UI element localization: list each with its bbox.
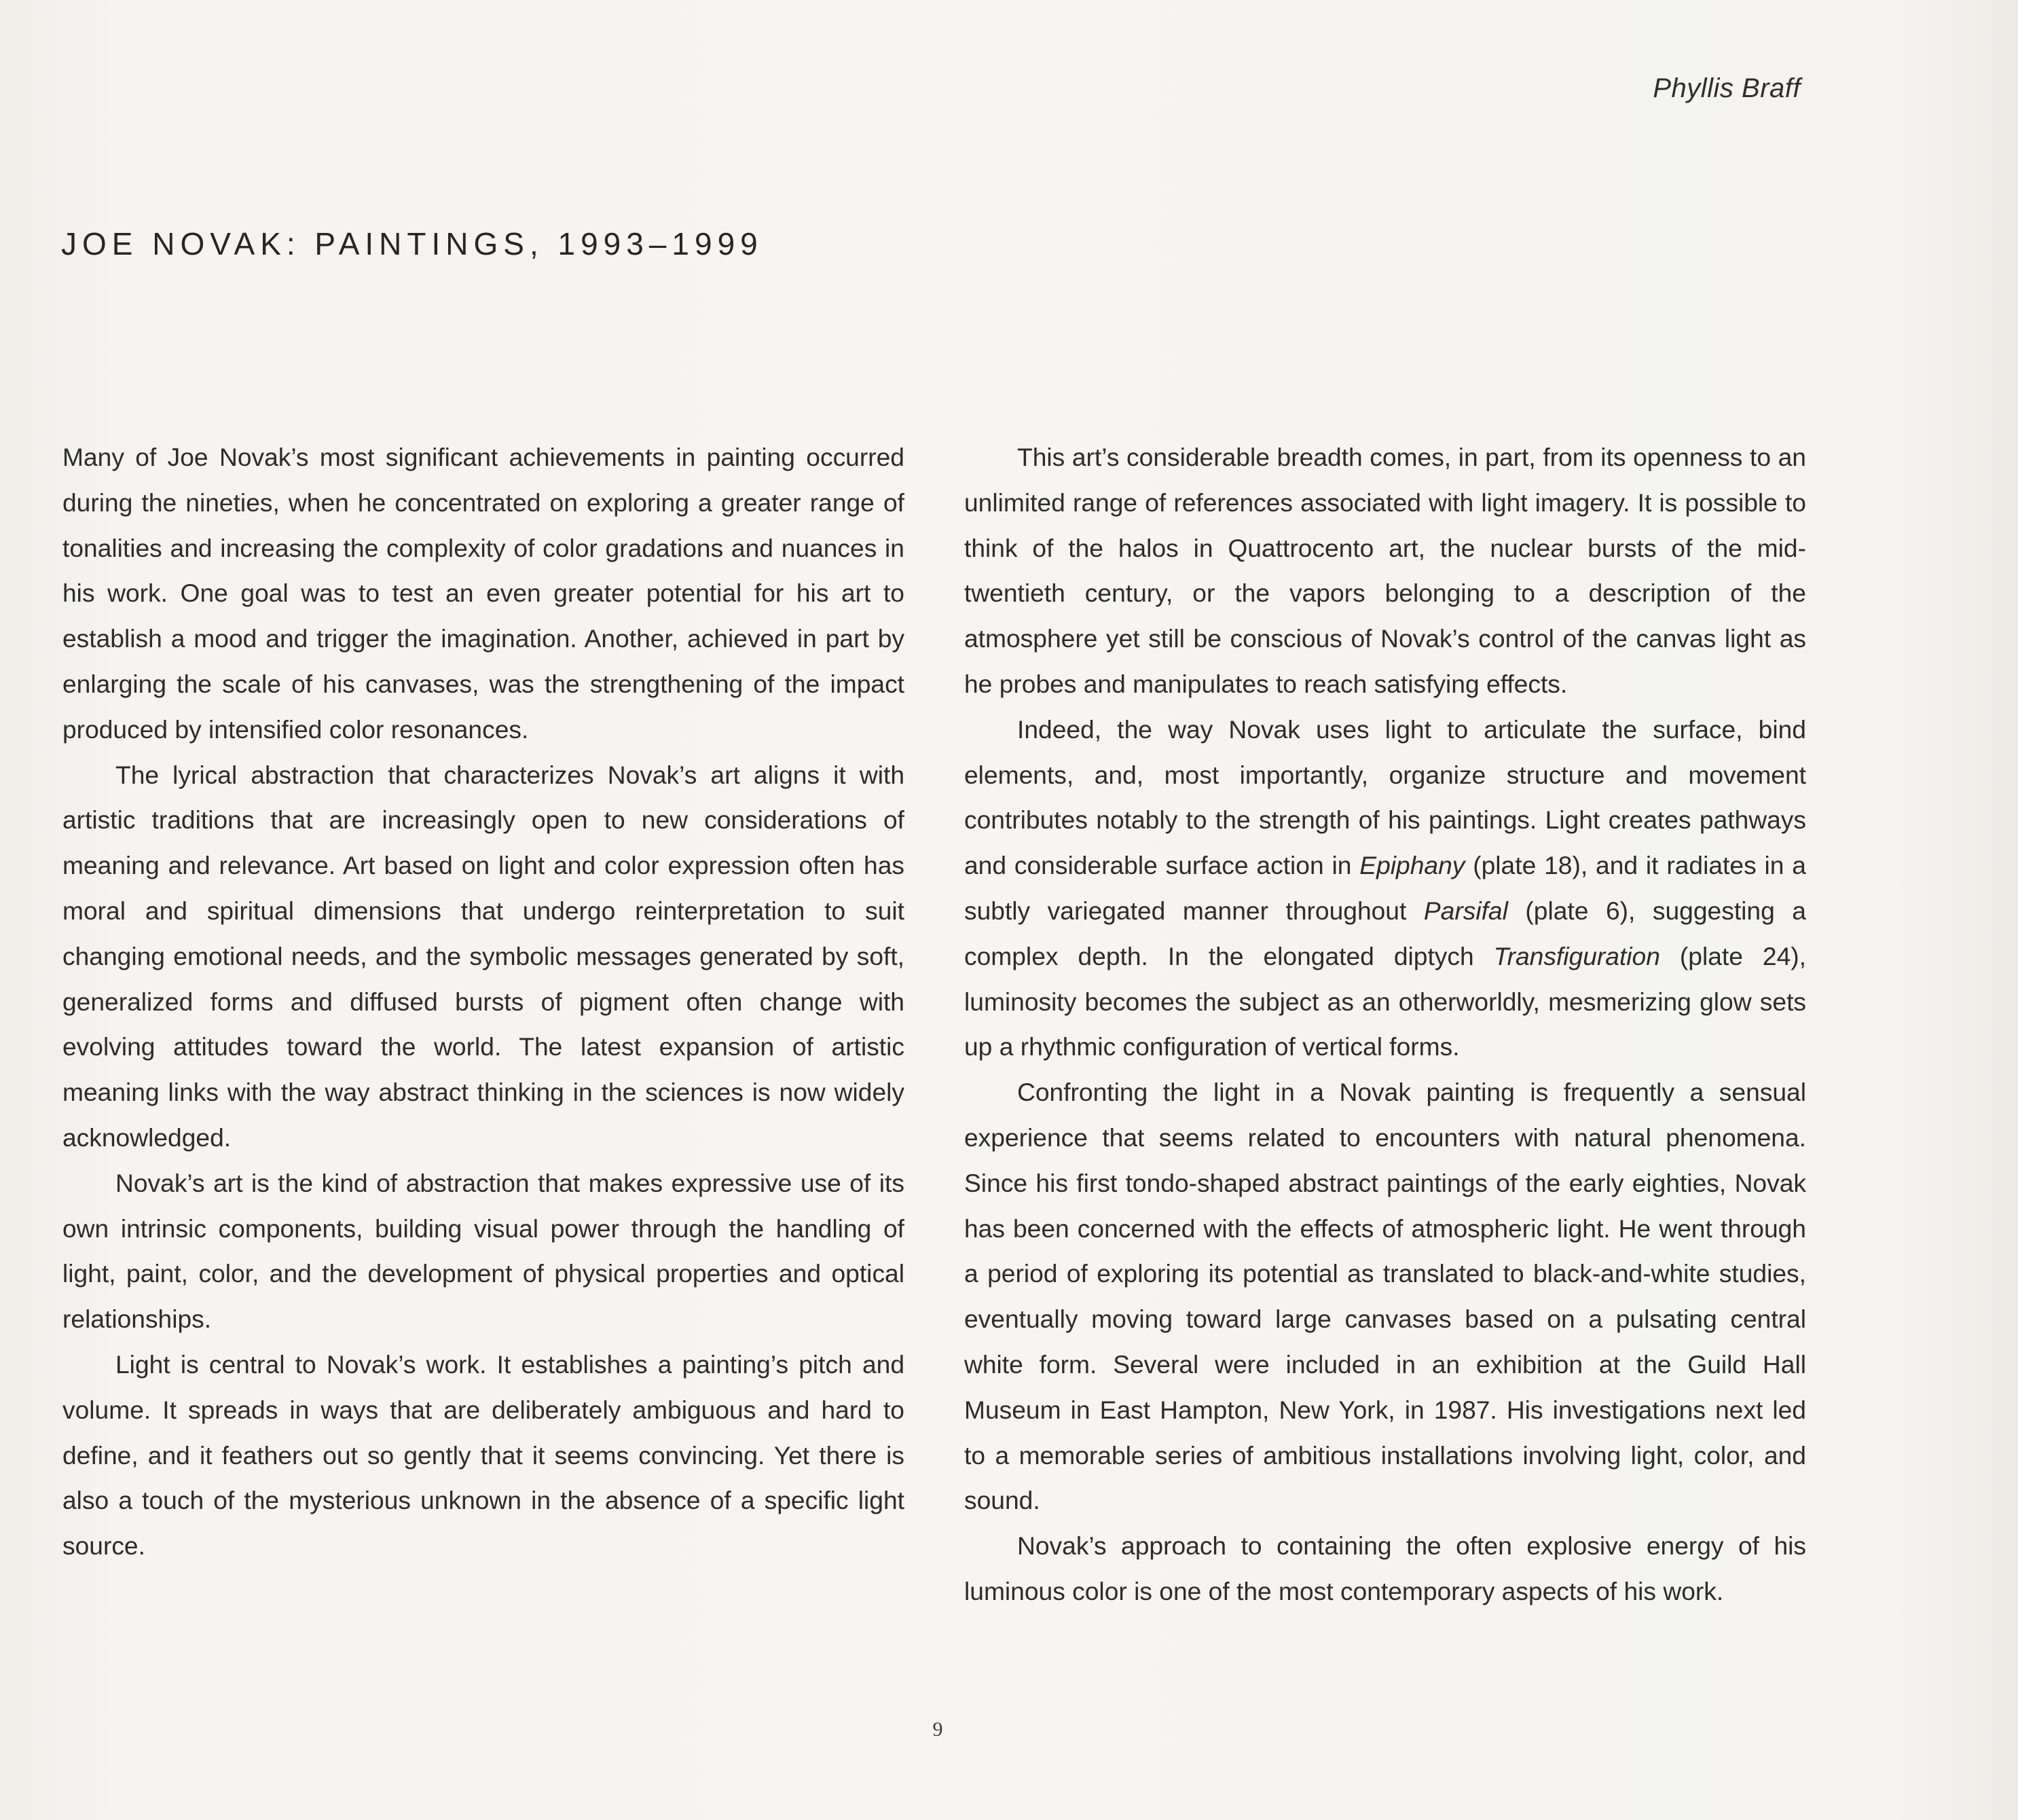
text-run: Indeed, the way Novak uses light to articulate the surface, bind elements, and, most importantly, organize structure and movement contributes notably to the strength of his paintings. Light creates pathways and considerable surface action in [964,714,1806,880]
artwork-title-transfiguration: Transfiguration [1493,941,1660,970]
artwork-title-parsifal: Parsifal [1423,896,1508,925]
paragraph: Many of Joe Novak’s most significant achievements in painting occurred during the nineties, when he concentrated on exploring a greater range of tonalities and increasing the complexity of color gradations and nuances in his work. One goal was to test an even greater potential for his art to establish a mood and trigger the imagination. Another, achieved in part by enlarging the scale of his canvases, was the strengthening of the impact produced by intensified color resonances. [62,443,904,744]
paragraph: This art’s considerable breadth comes, in part, from its openness to an unlimited range of references associated with light imagery. It is possible to think of the halos in Quattrocento art, the nuclear bursts of the mid-twentieth century, or the vapors belonging to a description of the atmosphere yet still be conscious of Novak’s control of the canvas light as he probes and manipulates to reach satisfying effects. [964,443,1806,698]
right-text-column [964,435,1806,1614]
paragraph: Novak’s art is the kind of abstraction that makes expressive use of its own intrinsic components, building visual power through the handling of light, paint, color, and the development of physical properties and optical relationships. [62,1168,904,1334]
left-text-column [62,435,904,1569]
essay-title: JOE NOVAK: PAINTINGS, 1993–1999 [61,226,763,261]
page-number: 9 [932,1718,943,1741]
text-run: (plate 6), suggesting a complex depth. In the elongated diptych [964,896,1806,970]
paragraph [964,707,1806,1070]
artwork-title-epiphany: Epiphany [1359,851,1465,880]
text-run: (plate 18), and it radiates in a subtly variegated manner throughout [964,851,1806,925]
text-run: (plate 24), luminosity becomes the subject as an otherworldly, mesmerizing glow sets up a rhythmic configuration of vertical forms. [964,941,1806,1061]
paragraph: The lyrical abstraction that characterizes Novak’s art aligns it with artistic traditions that are increasingly open to new considerations of meaning and relevance. Art based on light and color expression often has moral and spiritual dimensions that undergo reinterpretation to suit changing emotional needs, and the symbolic messages generated by soft, generalized forms and diffused bursts of pigment often change with evolving attitudes toward the world. The latest expansion of artistic meaning links with the way abstract thinking in the sciences is now widely acknowledged. [62,760,904,1152]
paragraph: Confronting the light in a Novak painting is frequently a sensual experience that seems related to encounters with natural phenomena. Since his first tondo-shaped abstract paintings of the early eighties, Novak has been concerned with the effects of atmospheric light. He went through a period of exploring its potential as translated to black-and-white studies, eventually moving toward large canvases based on a pulsating central white form. Several were included in an exhibition at the Guild Hall Museum in East Hampton, New York, in 1987. His investigations next led to a memorable series of ambitious installations involving light, color, and sound. [964,1078,1806,1515]
paragraph: Novak’s approach to containing the often explosive energy of his luminous color is one of the most contemporary aspects of his work. [964,1531,1806,1605]
paragraph: Light is central to Novak’s work. It establishes a painting’s pitch and volume. It spreads in ways that are deliberately ambiguous and hard to define, and it feathers out so gently that it seems convincing. Yet there is also a touch of the mysterious unknown in the absence of a specific light source. [62,1349,904,1561]
author-name: Phyllis Braff [1653,73,1801,103]
